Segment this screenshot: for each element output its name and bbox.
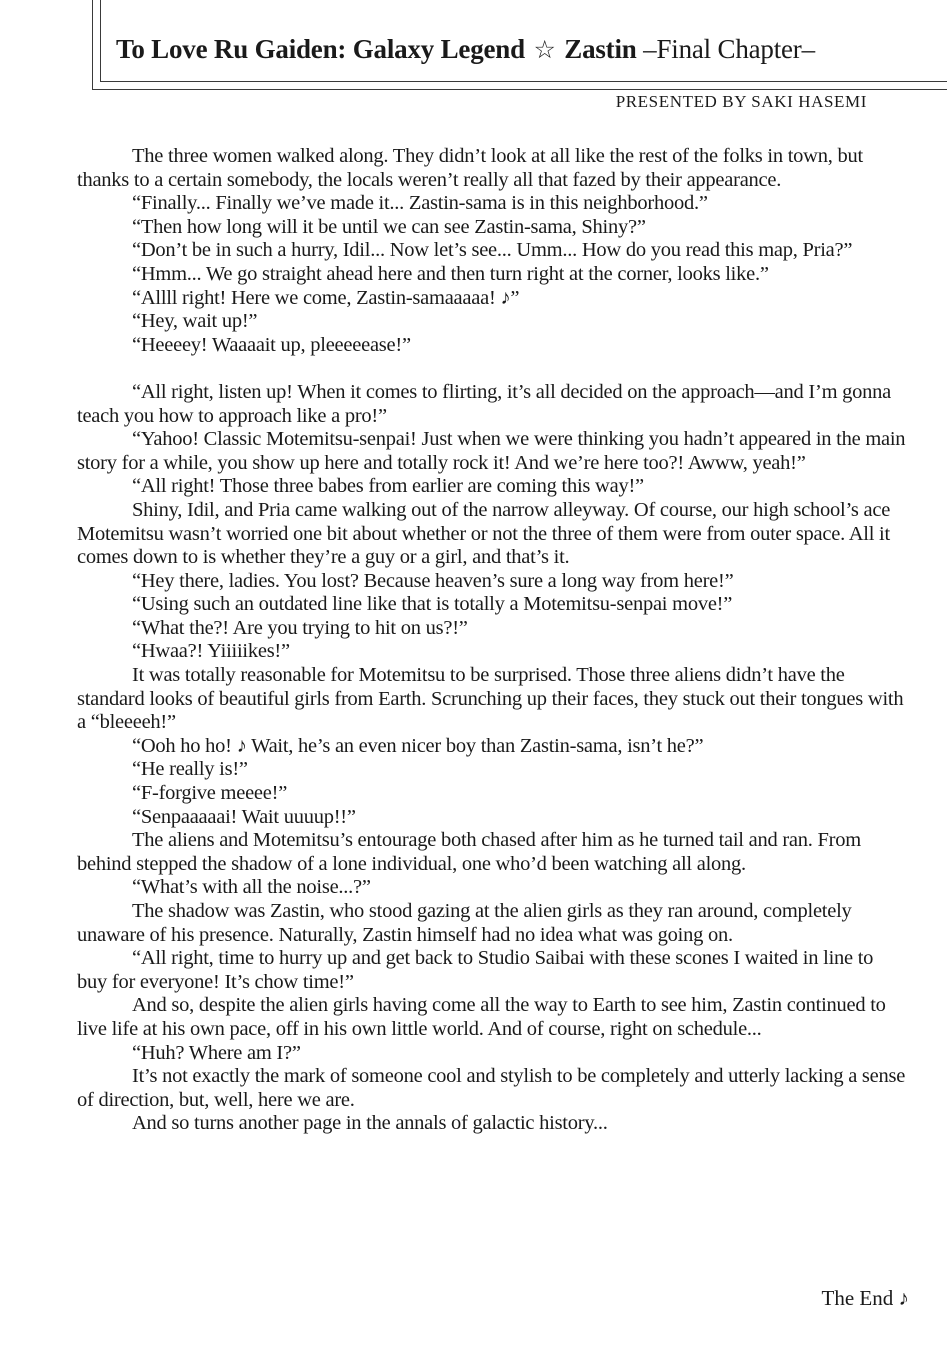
paragraph: “What the?! Are you trying to hit on us?!”	[132, 616, 468, 639]
paragraph: “Then how long will it be until we can see Zastin-sama, Shiny?”	[132, 215, 646, 238]
paragraph: “Senpaaaaai! Wait uuuup!!”	[132, 805, 356, 828]
paragraph: “Hey, wait up!”	[132, 310, 258, 333]
paragraph: The shadow was Zastin, who stood gazing at the alien girls as they ran around, completely unaware of his presence. Naturally, Zastin himself had no idea what was going on.	[77, 900, 852, 946]
paragraph: “What’s with all the noise...?”	[132, 876, 371, 899]
paragraph: “All right! Those three babes from earlier are coming this way!”	[132, 475, 644, 498]
frame-line	[92, 89, 947, 90]
frame-line	[100, 81, 947, 82]
paragraph: It’s not exactly the mark of someone cool and stylish to be completely and utterly lacking a sense of direction, but, well, here we are.	[77, 1065, 906, 1111]
paragraph: “Ooh ho ho! ♪ Wait, he’s an even nicer boy than Zastin-sama, isn’t he?”	[132, 734, 704, 757]
paragraph: “Allll right! Here we come, Zastin-samaaaaa! ♪”	[132, 286, 520, 309]
paragraph: “F-forgive meeee!”	[132, 782, 288, 805]
paragraph: “Yahoo! Classic Motemitsu-senpai! Just when we were thinking you hadn’t appeared in the main story for a while, you show up here and totally rock it! And we’re here too?! Awww, yeah!”	[77, 428, 906, 474]
paragraph: “All right, time to hurry up and get back to Studio Saibai with these scones I waited in line to buy for everyone! It’s chow time!”	[77, 947, 874, 993]
paragraph: “All right, listen up! When it comes to flirting, it’s all decided on the approach—and I’m gonna teach you how to approach like a pro!”	[77, 380, 891, 427]
paragraph: “Hey there, ladies. You lost? Because heaven’s sure a long way from here!”	[132, 569, 734, 592]
paragraph: “Heeeey! Waaaait up, pleeeeease!”	[132, 333, 411, 356]
paragraph: “He really is!”	[132, 758, 248, 781]
author-byline: PRESENTED BY SAKI HASEMI	[615, 92, 867, 111]
paragraph: Shiny, Idil, and Pria came walking out of the narrow alleyway. Of course, our high school’s ace Motemitsu wasn’t worried one bit about whether or not the three of them were from outer space. All it comes down to is whether they’re a guy or a girl, and that’s it.	[77, 498, 891, 569]
story-body	[77, 145, 907, 1136]
the-end-label: The End ♪	[821, 1286, 909, 1310]
star-icon: ☆	[533, 37, 556, 64]
frame-line	[100, 0, 101, 82]
frame-line	[92, 0, 93, 90]
title-main: To Love Ru Gaiden: Galaxy Legend	[116, 34, 525, 64]
paragraph: “Hwaa?! Yiiiiikes!”	[132, 640, 290, 663]
paragraph: “Finally... Finally we’ve made it... Zastin-sama is in this neighborhood.”	[132, 192, 708, 215]
paragraph: And so, despite the alien girls having come all the way to Earth to see him, Zastin continued to live life at his own pace, off in his own little world. And of course, right on schedule...	[77, 994, 886, 1040]
page-title	[116, 34, 815, 65]
paragraph: “Hmm... We go straight ahead here and then turn right at the corner, looks like.”	[132, 262, 769, 285]
paragraph: And so turns another page in the annals of galactic history...	[132, 1112, 608, 1135]
paragraph: “Using such an outdated line like that is totally a Motemitsu-senpai move!”	[132, 593, 733, 616]
paragraph: “Don’t be in such a hurry, Idil... Now let’s see... Umm... How do you read this map, Pria?”	[132, 239, 853, 262]
paragraph: It was totally reasonable for Motemitsu to be surprised. Those three aliens didn’t have the standard looks of beautiful girls from Earth. Scrunching up their faces, they stuck out their tongues with a “bleeeeh!”	[77, 664, 904, 734]
paragraph: The aliens and Motemitsu’s entourage both chased after him as he turned tail and ran. From behind stepped the shadow of a lone individual, one who’d been watching all along.	[77, 829, 861, 875]
title-name: Zastin	[564, 34, 637, 64]
chapter-label: –Final Chapter–	[643, 34, 815, 64]
paragraph: The three women walked along. They didn’t look at all like the rest of the folks in town, but thanks to a certain somebody, the locals weren’t really all that fazed by their appearance.	[77, 145, 863, 191]
paragraph: “Huh? Where am I?”	[132, 1041, 301, 1064]
